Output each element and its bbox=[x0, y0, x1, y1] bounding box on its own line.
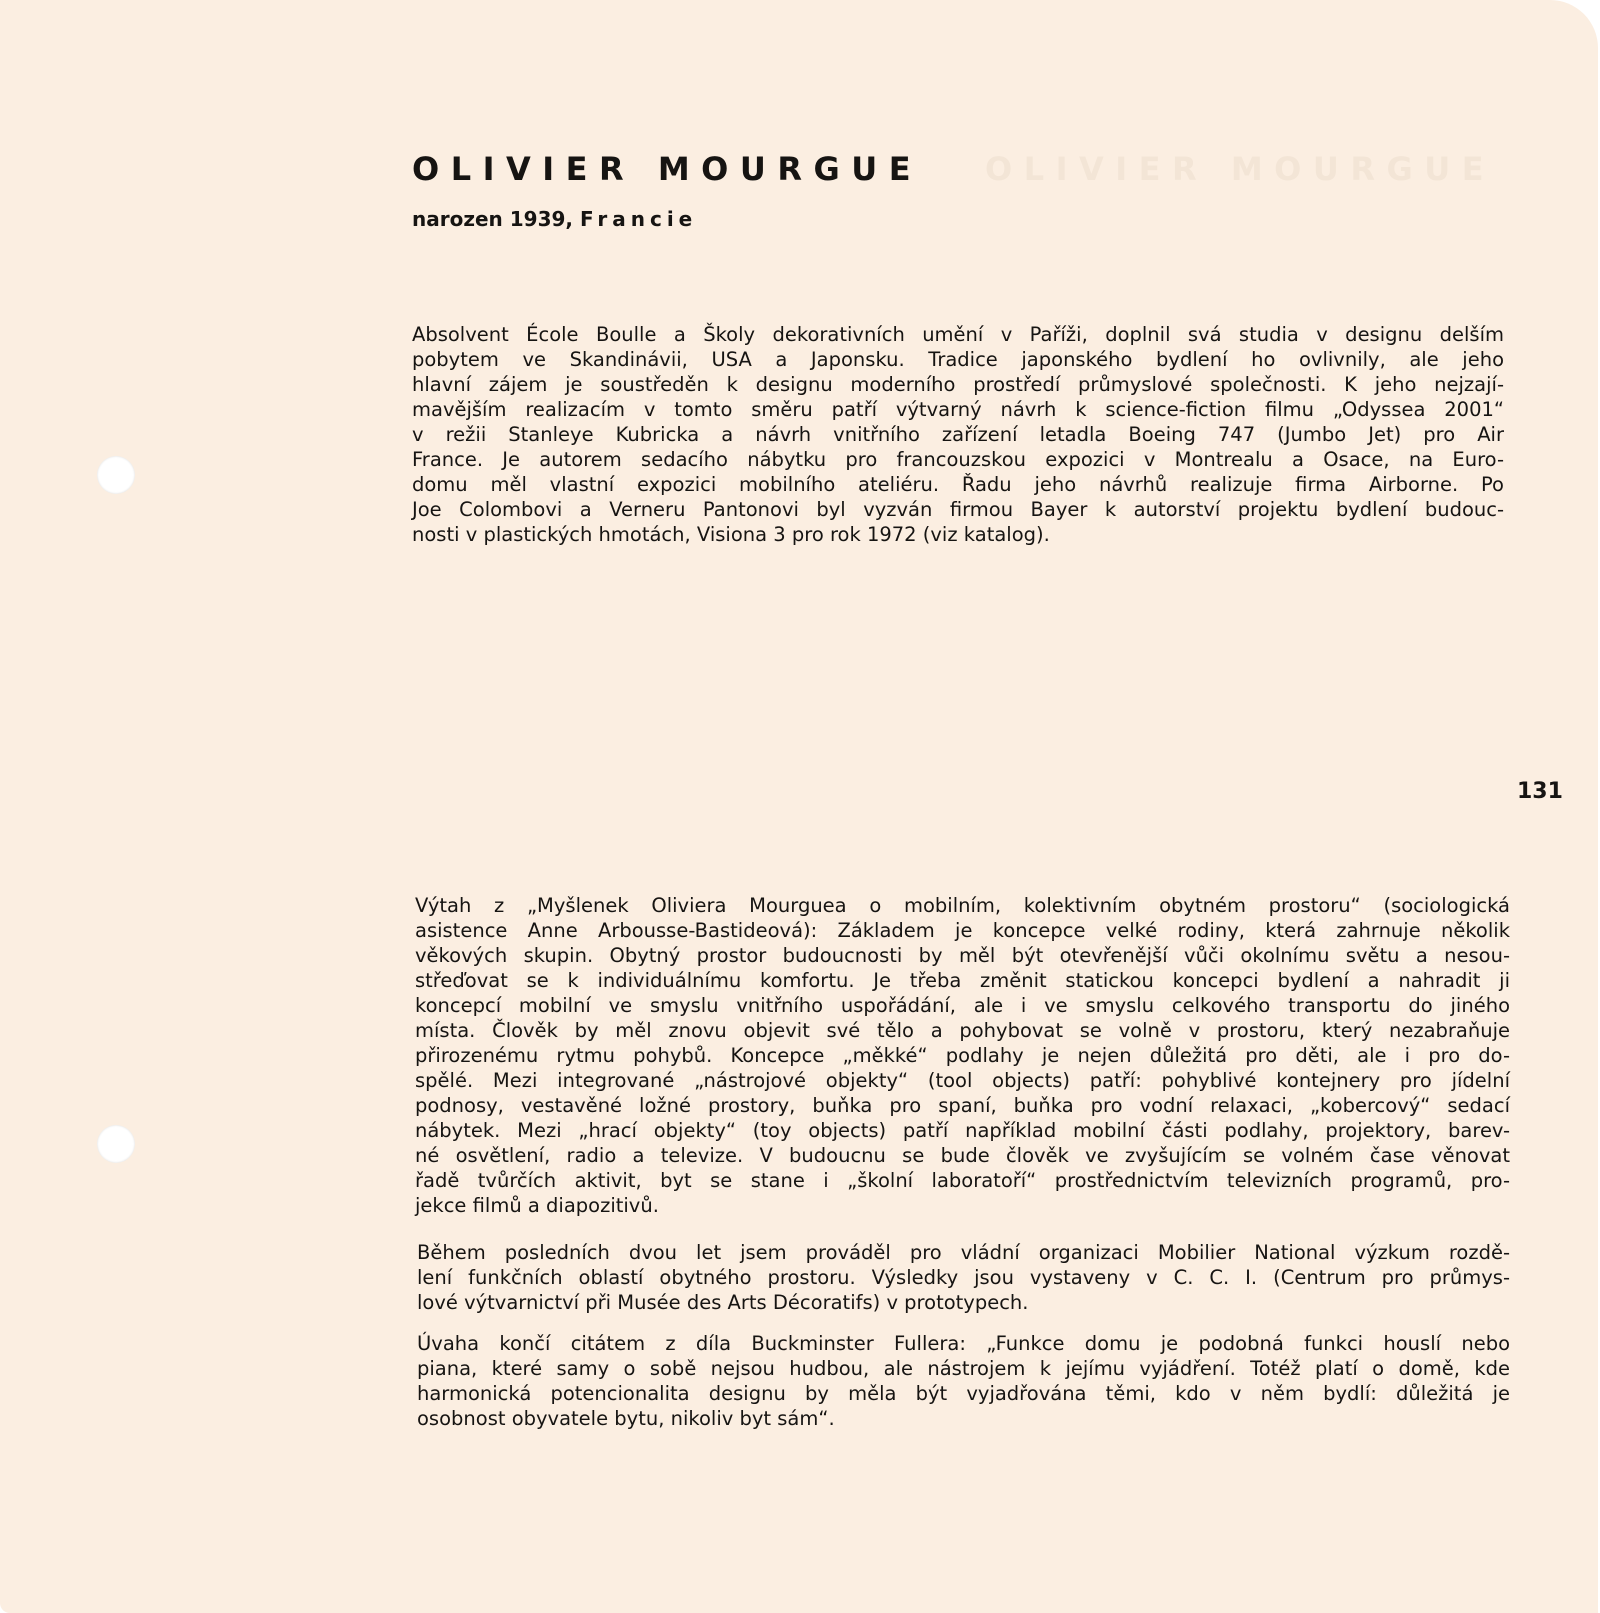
text-line: přirozenému rytmu pohybů. Koncepce „měkké“ podlahy je nejen důležitá pro děti, ale i pro do- bbox=[415, 1044, 1510, 1067]
page-title: OLIVIER MOURGUE bbox=[412, 150, 923, 188]
text-line: místa. Člověk by měl znovu objevit své tělo a pohybovat se volně v prostoru, který nezabraňuje bbox=[415, 1019, 1510, 1042]
text-line: koncepcí mobilní ve smyslu vnitřního uspořádání, ale i ve smyslu celkového transportu do jiného bbox=[415, 994, 1510, 1017]
text-line: podnosy, vestavěné ložné prostory, buňka pro spaní, buňka pro vodní relaxaci, „kobercový“ sedací bbox=[415, 1094, 1510, 1117]
page-number: 131 bbox=[1517, 779, 1563, 804]
text-line: Joe Colombovi a Verneru Pantonovi byl vyzván firmou Bayer k autorství projektu bydlení budouc- bbox=[412, 498, 1504, 521]
biography-paragraph bbox=[412, 322, 1504, 547]
text-line: jekce filmů a diapozitivů. bbox=[415, 1194, 659, 1217]
show-through-heading: OLIVIER MOURGUE bbox=[985, 150, 1496, 188]
text-line: Výtah z „Myšlenek Oliviera Mourguea o mobilním, kolektivním obytném prostoru“ (sociologická bbox=[415, 894, 1510, 917]
binder-hole-bottom bbox=[97, 1125, 135, 1163]
text-line: věkových skupin. Obytný prostor budoucnosti by měl být otevřenější vůči okolnímu světu a nesou- bbox=[415, 944, 1510, 967]
text-line: řadě tvůrčích aktivit, byt se stane i „školní laboratoří“ prostřednictvím televizních programů, pro- bbox=[415, 1169, 1510, 1192]
excerpt-paragraph bbox=[415, 893, 1510, 1218]
text-line: lové výtvarnictví při Musée des Arts Décoratifs) v prototypech. bbox=[417, 1291, 1029, 1314]
text-line: pobytem ve Skandinávii, USA a Japonsku. Tradice japonského bydlení ho ovlivnily, ale jeho bbox=[412, 348, 1504, 371]
text-line: hlavní zájem je soustředěn k designu moderního prostředí průmyslové společnosti. K jeho nejzají- bbox=[412, 373, 1504, 396]
binder-hole-top bbox=[97, 456, 135, 494]
text-line: Absolvent École Boulle a Školy dekorativních umění v Paříži, doplnil svá studia v designu delším bbox=[412, 323, 1504, 346]
text-line: harmonická potencionalita designu by měla být vyjadřována těmi, kdo v něm bydlí: důležitá je bbox=[417, 1382, 1510, 1405]
quote-paragraph bbox=[417, 1331, 1510, 1431]
text-line: Během posledních dvou let jsem prováděl pro vládní organizaci Mobilier National výzkum rozdě- bbox=[417, 1241, 1510, 1264]
text-line: nosti v plastických hmotách, Visiona 3 pro rok 1972 (viz katalog). bbox=[412, 523, 1050, 546]
text-line: asistence Anne Arbousse-Bastideová): Základem je koncepce velké rodiny, která zahrnuje několik bbox=[415, 919, 1510, 942]
text-line: domu měl vlastní expozici mobilního ateliéru. Řadu jeho návrhů realizuje firma Airborne. Po bbox=[412, 473, 1504, 496]
text-line: spělé. Mezi integrované „nástrojové objekty“ (tool objects) patří: pohyblivé kontejnery pro jídelní bbox=[415, 1069, 1510, 1092]
text-line: France. Je autorem sedacího nábytku pro francouzskou expozici v Montrealu a Osace, na Euro- bbox=[412, 448, 1504, 471]
text-line: mavějším realizacím v tomto směru patří výtvarný návrh k science-fiction filmu „Odyssea 2001“ bbox=[412, 398, 1504, 421]
text-line: piana, které samy o sobě nejsou hudbou, ale nástrojem k jejímu vyjádření. Totéž platí o domě, kde bbox=[417, 1357, 1510, 1380]
text-line: nábytek. Mezi „hrací objekty“ (toy objects) patří například mobilní části podlahy, projektory, barev- bbox=[415, 1119, 1510, 1142]
text-line: střeďovat se k individuálnímu komfortu. Je třeba změnit statickou koncepci bydlení a nahradit ji bbox=[415, 969, 1510, 992]
page-subtitle bbox=[412, 207, 697, 231]
birth-year: narozen 1939, bbox=[412, 207, 574, 231]
text-line: lení funkčních oblastí obytného prostoru. Výsledky jsou vystaveny v C. C. I. (Centrum pro průmys- bbox=[417, 1266, 1510, 1289]
research-paragraph bbox=[417, 1240, 1510, 1315]
text-line: né osvětlení, radio a televize. V budoucnu se bude člověk ve zvyšujícím se volném čase věnovat bbox=[415, 1144, 1510, 1167]
birth-country: Francie bbox=[579, 207, 698, 231]
text-line: osobnost obyvatele bytu, nikoliv byt sám“. bbox=[417, 1407, 835, 1430]
text-line: Úvaha končí citátem z díla Buckminster Fullera: „Funkce domu je podobná funkci houslí nebo bbox=[417, 1332, 1510, 1355]
text-line: v režii Stanleye Kubricka a návrh vnitřního zařízení letadla Boeing 747 (Jumbo Jet) pro Air bbox=[412, 423, 1504, 446]
